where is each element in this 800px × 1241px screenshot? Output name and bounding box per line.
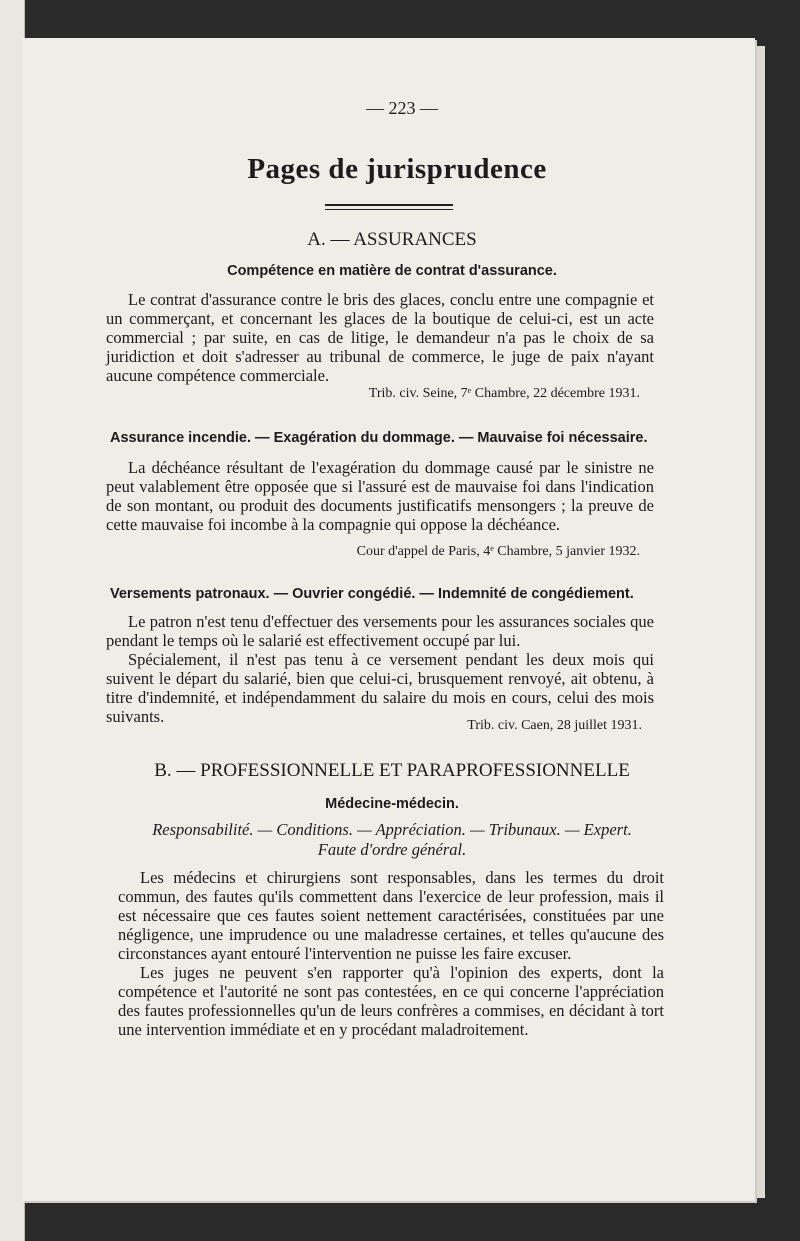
- page-number: — 223 —: [366, 98, 438, 118]
- section-b-heading: B. — PROFESSIONNELLE ET PARAPROFESSIONNELLE: [154, 760, 630, 781]
- section-a-item3-subheading: Versements patronaux. — Ouvrier congédié. — Indemnité de congédiement.: [110, 586, 634, 602]
- section-b-italic-line1: Responsabilité. — Conditions. — Appréciation. — Tribunaux. — Expert.: [152, 820, 632, 839]
- section-a-item3-paragraph2: Spécialement, il n'est pas tenu à ce versement pendant les deux mois qui suivent le départ du salarié, bien que celui-ci, brusquement renvoyé, ait obtenu, à titre d'indemnité, et indépendamment du salaire du mois en cours, celui des mois suivants.: [106, 650, 654, 726]
- section-a-item1-subheading: Compétence en matière de contrat d'assurance.: [227, 263, 557, 279]
- section-a-item2-text: [106, 458, 654, 534]
- title-underline: [325, 204, 453, 206]
- page-title: Pages de jurisprudence: [247, 153, 547, 185]
- section-b-subheading: Médecine-médecin.: [325, 796, 459, 812]
- title-underline-thin: [325, 209, 453, 210]
- section-a-item1-text: [106, 290, 654, 385]
- section-a-item3-text: [106, 612, 654, 726]
- section-a-item1-citation: Trib. civ. Seine, 7ᵉ Chambre, 22 décembre 1931.: [368, 386, 640, 401]
- section-a-item2-paragraph: La déchéance résultant de l'exagération du dommage causé par le sinistre ne peut valablement être opposée que si l'assuré est de mauvaise foi dans l'indication de son montant, ou produit des documents justificatifs mensongers ; la preuve de cette mauvaise foi incombe à la compagnie qui oppose la déchéance.: [106, 458, 654, 534]
- section-a-item1-paragraph: Le contrat d'assurance contre le bris des glaces, conclu entre une compagnie et un commerçant, et concernant les glaces de la boutique de celui-ci, est un acte commercial ; par suite, en cas de litige, le demandeur n'a pas le choix de sa juridiction et doit s'adresser au tribunal de commerce, le juge de paix n'ayant aucune compétence commerciale.: [106, 290, 654, 385]
- section-a-item2-subheading: Assurance incendie. — Exagération du dommage. — Mauvaise foi nécessaire.: [110, 430, 648, 446]
- section-a-item2-citation: Cour d'appel de Paris, 4ᵉ Chambre, 5 janvier 1932.: [356, 544, 640, 559]
- document-page: [22, 38, 755, 1201]
- section-a-item3-citation: Trib. civ. Caen, 28 juillet 1931.: [467, 718, 642, 733]
- section-a-item3-paragraph1: Le patron n'est tenu d'effectuer des versements pour les assurances sociales que pendant le temps où le salarié est effectivement occupé par lui.: [106, 612, 654, 650]
- section-b-paragraph2: Les juges ne peuvent s'en rapporter qu'à l'opinion des experts, dont la compétence et l'autorité ne sont pas contestées, en ce qui concerne l'appréciation des fautes professionnelles qu'un de leurs confrères a commises, en décidant à tort une intervention immédiate et en y procédant maladroitement.: [118, 963, 664, 1039]
- section-b-text: [118, 868, 664, 1039]
- section-b-paragraph1: Les médecins et chirurgiens sont responsables, dans les termes du droit commun, des fautes qu'ils commettent dans l'exercice de leur profession, mais il est nécessaire que ces fautes soient nettement caractérisées, constituées par une négligence, une imprudence ou une maladresse certaines, et telles qu'aucune des circonstances ayant entouré l'intervention ne puisse les faire excuser.: [118, 868, 664, 963]
- section-a-heading: A. — ASSURANCES: [307, 229, 477, 250]
- section-b-italic-line2: Faute d'ordre général.: [317, 840, 467, 859]
